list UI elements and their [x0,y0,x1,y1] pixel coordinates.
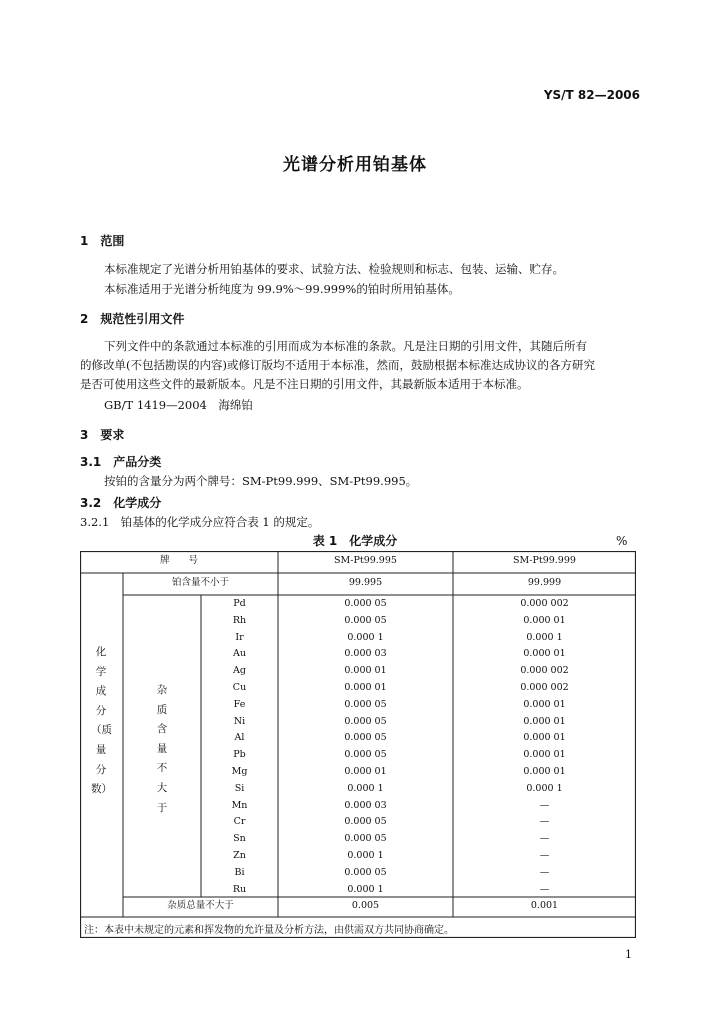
table-value-grade-a: 0.000 05 [344,732,387,744]
table-value-grade-b: 0.000 01 [523,698,566,710]
table-value-grade-a: 0.000 01 [344,682,387,693]
table-pt-value-a: 99.995 [348,577,383,588]
table-element-name: Fe [233,698,246,710]
table-pt-value-b: 99.999 [527,577,562,588]
table-value-grade-b: 0.000 002 [520,665,569,677]
table-total-value-b: 0.001 [530,900,559,911]
table-value-grade-b: 0.000 01 [523,715,566,727]
table-value-grade-a: 0.000 01 [344,766,387,777]
table-value-grade-b: 0.000 01 [523,648,566,660]
table-value-grade-a: 0.000 1 [347,883,384,895]
table-element-name: Au [233,648,246,660]
table-value-grade-a: 0.000 05 [344,749,387,761]
table-value-grade-b: — [539,816,550,828]
table-value-grade-a: 0.000 1 [347,782,384,794]
section-2-reference: GB/T 1419—2004 海绵铂 [104,398,253,412]
table-value-grade-b: — [539,833,550,845]
section-1-heading: 1 范围 [80,234,125,248]
chemical-composition-table [80,551,636,938]
section-2-paragraph-line-2: 的修改单(不包括勘误的内容)或修订版均不适用于本标准，然而，鼓励根据本标准达成协议的各方研究 [80,358,595,372]
table-element-name: Ir [235,631,244,643]
standard-number: YS/T 82—2006 [543,88,640,102]
table-element-name: Mn [231,799,248,811]
section-3-1-heading: 3.1 产品分类 [80,455,162,469]
section-2-paragraph-line-1: 下列文件中的条款通过本标准的引用而成为本标准的条款。凡是注日期的引用文件，其随后所有 [104,339,587,353]
table-caption: 表 1 化学成分 [312,534,398,548]
table-element-name: Pd [233,598,246,609]
table-value-grade-a: 0.000 05 [344,715,387,727]
table-note: 注：本表中未规定的元素和挥发物的允许量及分析方法，由供需双方共同协商确定。 [84,925,454,936]
table-element-name: Rh [232,614,247,626]
table-element-name: Pb [233,749,246,761]
table-value-grade-b: — [539,850,550,861]
page-number: 1 [625,948,632,961]
section-3-2-1-paragraph: 3.2.1 铂基体的化学成分应符合表 1 的规定。 [80,515,320,529]
table-value-grade-b: 0.000 1 [526,782,563,794]
table-value-grade-a: 0.000 05 [344,614,387,626]
table-value-grade-a: 0.000 1 [347,850,384,861]
table-side-label: 化学成分（质量分数） [91,646,112,796]
table-value-grade-a: 0.000 03 [344,799,387,811]
section-2-paragraph-line-3: 是否可使用这些文件的最新版本。凡是不注日期的引用文件，其最新版本适用于本标准。 [80,377,529,391]
table-element-name: Ru [232,883,247,895]
table-value-grade-a: 0.000 01 [344,665,387,677]
table-element-name: Sn [233,833,246,845]
table-element-name: Ni [233,715,246,727]
table-impurity-label: 杂质含量不大于 [156,684,168,814]
table-element-name: Ag [233,665,246,677]
document-title: 光谱分析用铂基体 [283,155,427,175]
section-2-heading: 2 规范性引用文件 [80,312,185,326]
table-total-label: 杂质总量不大于 [167,900,234,911]
table-value-grade-b: 0.000 1 [526,631,563,643]
table-header-grade-label: 牌 号 [159,555,198,566]
table-value-grade-b: 0.000 01 [523,749,566,761]
table-element-name: Cr [233,816,246,828]
section-3-2-heading: 3.2 化学成分 [80,496,162,510]
table-value-grade-a: 0.000 03 [344,648,387,660]
section-1-paragraph-2: 本标准适用于光谱分析纯度为 99.9%～99.999%的铂时所用铂基体。 [104,282,460,296]
table-value-grade-b: 0.000 002 [520,598,569,609]
table-unit: % [616,534,628,548]
table-value-grade-b: — [539,883,550,895]
table-element-name: Zn [233,850,246,861]
table-value-grade-b: 0.000 01 [523,766,566,777]
table-value-grade-b: 0.000 002 [520,682,569,693]
table-value-grade-b: 0.000 01 [523,732,566,744]
table-element-name: Al [234,732,245,744]
table-value-grade-a: 0.000 05 [344,598,387,609]
table-pt-label: 铂含量不小于 [171,577,229,588]
table-value-grade-a: 0.000 05 [344,833,387,845]
table-element-name: Cu [232,682,247,693]
table-element-name: Si [234,782,245,794]
section-3-heading: 3 要求 [80,428,125,442]
section-3-1-paragraph: 按铂的含量分为两个牌号：SM-Pt99.999、SM-Pt99.995。 [104,474,418,488]
table-header-grade-b: SM-Pt99.999 [513,555,576,566]
table-value-grade-b: 0.000 01 [523,614,566,626]
table-value-grade-b: — [539,866,550,878]
section-1-paragraph-1: 本标准规定了光谱分析用铂基体的要求、试验方法、检验规则和标志、包装、运输、贮存。 [104,262,564,276]
table-total-value-a: 0.005 [351,900,380,911]
table-header-grade-a: SM-Pt99.995 [334,555,397,566]
table-element-name: Bi [234,866,245,878]
table-element-name: Mg [231,766,248,777]
table-value-grade-a: 0.000 05 [344,866,387,878]
table-value-grade-b: — [539,799,550,811]
table-value-grade-a: 0.000 05 [344,698,387,710]
table-value-grade-a: 0.000 05 [344,816,387,828]
table-value-grade-a: 0.000 1 [347,631,384,643]
